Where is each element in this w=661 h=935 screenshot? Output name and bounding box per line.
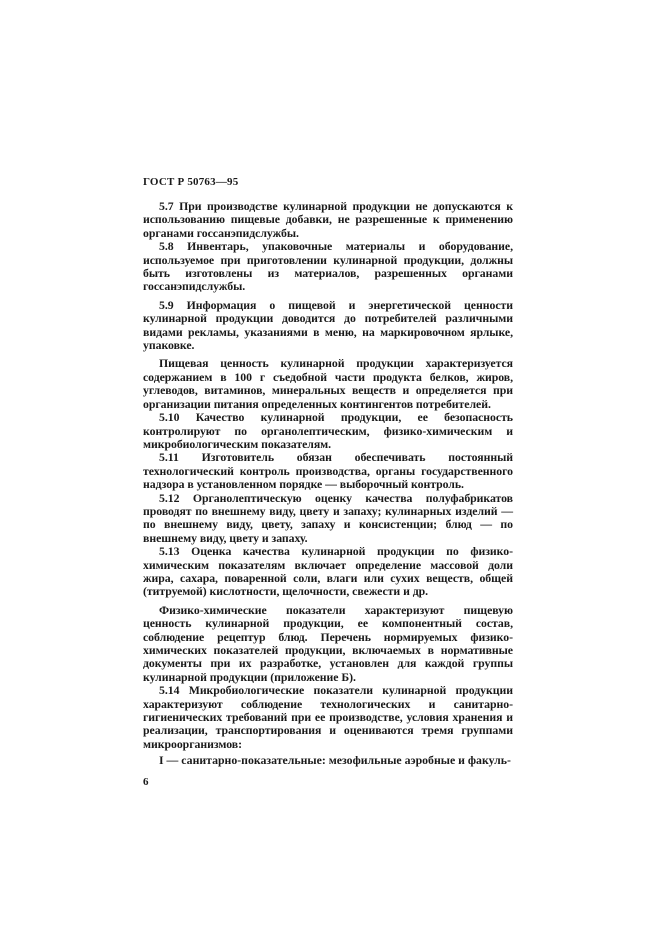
paragraph-nutrition: Пищевая ценность кулинарной продукции характеризуется содержанием в 100 г съедобной части продукта белков, жиров, углеводов, витаминов, минеральных веществ и определяется при организации питания определенных контингентов потребителей. xyxy=(143,356,513,411)
paragraph-5-11: 5.11 Изготовитель обязан обеспечивать постоянный технологический контроль производства, органы государственного надзора в установленном порядке — выборочный контроль. xyxy=(143,450,513,492)
paragraph-5-13: 5.13 Оценка качества кулинарной продукции по физико-химическим показателям включает определение массовой доли жира, сахара, поваренной соли, влаги или сухих веществ, общей (титруемой) кислотности, щелочности, свежести и др. xyxy=(143,544,513,599)
page-number: 6 xyxy=(143,775,149,788)
paragraph-5-8: 5.8 Инвентарь, упаковочные материалы и оборудование, используемое при приготовлении кулинарной продукции, должны быть изготовлены из материалов, разрешенных органами госсанэпидслужбы. xyxy=(143,239,513,294)
paragraph-5-10: 5.10 Качество кулинарной продукции, ее безопасность контролируют по органолептическим, физико-химическим и микробиологическим показателям. xyxy=(143,410,513,451)
paragraph-physchem: Физико-химические показатели характеризуют пищевую ценность кулинарной продукции, ее компонентный состав, соблюдение рецептур блюд. Перечень нормируемых физико-химических показателей продукции, включаемых в нормативные документы при их разработке, установлен для каждой группы кулинарной продукции (приложение Б). xyxy=(143,602,513,684)
paragraph-5-14: 5.14 Микробиологические показатели кулинарной продукции характеризуют соблюдение технологических и санитарно-гигиенических требований при ее производстве, условия хранения и реализации, транспортирования и оцениваются тремя группами микроорганизмов: xyxy=(143,683,513,751)
document-header: ГОСТ Р 50763—95 xyxy=(143,176,239,188)
paragraph-5-12: 5.12 Органолептическую оценку качества полуфабрикатов проводят по внешнему виду, цвету и запаху; кулинарных изделий — по внешнему виду, цвету, запаху и консистенции; блюд — по внешнему виду, цвету и запаху. xyxy=(143,490,513,545)
paragraph-5-7: 5.7 При производстве кулинарной продукции не допускаются к использованию пищевые добавки, не разрешенные к применению органами госсанэпидслужбы. xyxy=(143,199,513,240)
document-page xyxy=(143,176,513,788)
paragraph-group-1: I — санитарно-показательные: мезофильные аэробные и факуль- xyxy=(159,753,511,768)
paragraph-5-9: 5.9 Информация о пищевой и энергетической ценности кулинарной продукции доводится до потребителей различными видами рекламы, указаниями в меню, на маркировочном ярлыке, упаковке. xyxy=(143,297,513,353)
